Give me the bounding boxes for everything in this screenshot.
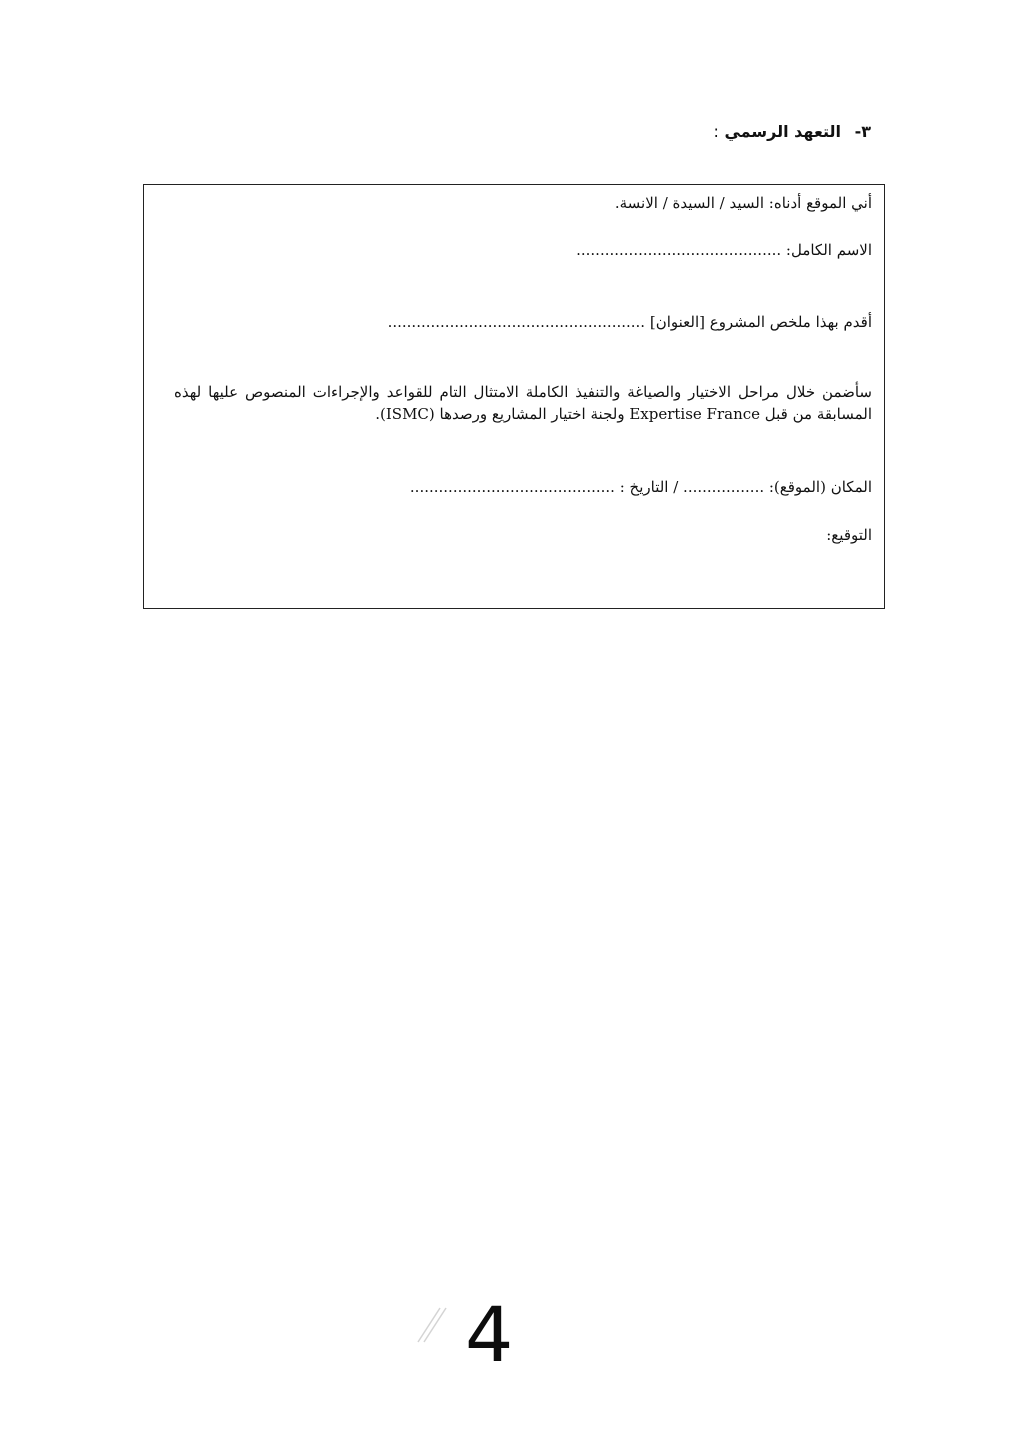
section-title-colon: : (713, 122, 719, 141)
place-date-field: المكان (الموقع): ................. / التاريخ : ........................................... (409, 478, 872, 496)
signature-field: التوقيع: (826, 526, 872, 544)
project-summary-field: أقدم بهذا ملخص المشروع [العنوان] ...................................................... (387, 313, 872, 331)
section-heading (714, 122, 871, 141)
section-number: ٣- (854, 122, 871, 141)
page-number: 4 (465, 1290, 514, 1379)
slash-mark-icon (414, 1302, 448, 1346)
commitment-paragraph: سأضمن خلال مراحل الاختيار والصياغة والتنفيذ الكاملة الامتثال التام للقواعد والإجراءات المنصوص عليها لهذه المسابقة من قبل Expertise France ولجنة اختيار المشاريع ورصدها (ISMC). (174, 383, 872, 423)
section-title: التعهد الرسمي (724, 122, 842, 141)
full-name-field: الاسم الكامل: ........................................... (576, 241, 872, 259)
pledge-intro: أني الموقع أدناه: السيد / السيدة / الانسة. (614, 194, 872, 212)
pledge-box (143, 184, 885, 609)
